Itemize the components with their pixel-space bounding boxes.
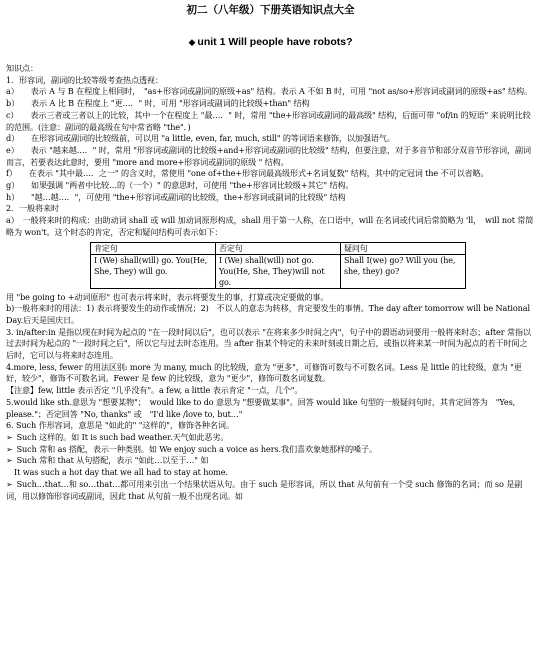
knowledge-label: 知识点： bbox=[6, 63, 38, 73]
bullet-item bbox=[6, 455, 535, 467]
paragraph-in-after: 3. in/after:in 是指以现在时间为起点的 "在一段时间以后"，也可以表示 "在将来多少时间之内"，句子中的谓语动词要用一般将来时态；after 常指以过去时间为起点的 "一段时间之后"，所以它与过去时态连用。当 after 指某个特定的未来时刻或日期之后，或指以将来某一时间为起点的若干时间之后时，它可以与将来时态连用。 bbox=[6, 326, 531, 361]
section-heading-2: 2．一般将来时 bbox=[6, 203, 60, 214]
paragraph-f: f） 在表示 "其中最…．之一" 的含义时，常使用 "one of+the+形容词最高级形式+名词复数" 结构，其中的定冠词 the 不可以省略。 bbox=[6, 168, 489, 179]
bullet-item bbox=[6, 479, 535, 502]
diamond-bullet-icon: ◆ bbox=[188, 37, 196, 47]
table-header-cell: 疑问句 bbox=[341, 242, 466, 254]
paragraph-e: e） 表示 "越来越…．" 时，常用 "形容词或副词的比较级+and+形容词或副词的比较级" 结构，但要注意，对于多音节和部分双音节形容词，副词而言，若要表达此意时，要用 "more and more+形容词或副词的原级 " 结构。 bbox=[6, 144, 531, 167]
unit-heading bbox=[6, 35, 535, 49]
bullet-text: Such 常和 as 搭配，表示一种类别。如 We enjoy such a voice as hers.我们喜欢象她那样的嗓子。 bbox=[16, 443, 377, 454]
bullet-item bbox=[6, 432, 535, 444]
paragraph-more-less: 4.more, less, fewer 的用法区别: more 为 many, much 的比较级，意为 "更多"，可修饰可数与不可数名词。Less 是 little 的比较级，意为 "更好，较少"，修饰不可数名词。Fewer 是 few 的比较级，意为 "更少"，修饰可数名词复数。 bbox=[6, 361, 522, 384]
document-title: 初二（八年级）下册英语知识点大全 bbox=[186, 4, 355, 16]
paragraph-future-a: a） 一般将来时的构成：由助动词 shall 或 will 加动词原形构成，shall 用于第一人称，在口语中，will 在名词或代词后常简略为 'll， will not 常简略为 won't。这个时态的肯定，否定和疑问结构可表示如下： bbox=[6, 215, 534, 237]
arrow-bullet-icon: ➢ bbox=[6, 444, 13, 454]
arrow-bullet-icon: ➢ bbox=[6, 456, 13, 466]
arrow-bullet-icon: ➢ bbox=[6, 479, 13, 489]
paragraph-h: h） "越…越…．"，可使用 "the+形容词或副词的比较级，the+形容词或副词的比较级" 结构 bbox=[6, 191, 346, 202]
paragraph-such: 6. Such 作形容词，意思是 "如此的" "这样的"，修饰各种名词。 bbox=[6, 420, 234, 431]
table-cell: Shall I(we) go? Will you (he, she, they) go? bbox=[341, 254, 466, 288]
sentence-form-table bbox=[90, 242, 466, 289]
table-header-row bbox=[91, 242, 466, 254]
paragraph-b: b） 表示 A 比 B 在程度上 "更…．" 时，可用 "形容词或副词的比较级+than" 结构 bbox=[6, 98, 310, 109]
bullet-text: Such 常和 that 从句搭配，表示 "如此…以至于…" 如 bbox=[16, 455, 209, 466]
paragraph-a: a） 表示 A 与 B 在程度上相同时， "as+形容词或副词的原级+as" 结构。表示 A 不如 B 时，可用 "not as/so+形容词或副词的原级+as" 结构。 bbox=[6, 86, 533, 97]
table-cell: I (We) shall(will) go. You(He, She, They) will go. bbox=[91, 254, 216, 288]
paragraph-would-like: 5.would like sth.意思为 "想要某物"； would like to do 意思为 "想要做某事"。回答 would like 句型的一般疑问句时，其肯定回答为 "Yes, please."；否定回答 "No, thanks" 或 "I'd like /love to, but…" bbox=[6, 396, 516, 419]
document-body bbox=[6, 63, 535, 502]
bullet-item bbox=[6, 444, 535, 456]
paragraph-note: 【注意】few, little 表示否定 "几乎没有"。a few, a little 表示肯定 "一点，几个"。 bbox=[6, 385, 303, 396]
arrow-bullet-icon: ➢ bbox=[6, 432, 13, 442]
paragraph-d: d） 在形容词或副词的比较级前，可以用 "a little, even, far, much, still" 的等词语来修饰，以加强语气。 bbox=[6, 133, 395, 144]
bullet-text: Such 这样的。如 It is such bad weather.天气如此恶劣。 bbox=[16, 431, 229, 442]
paragraph-g: g） 如果强调 "两者中比较…的（一个）" 的意思时，可使用 "the+形容词比较级+其它" 结构。 bbox=[6, 180, 354, 191]
bullet-text: Such…that…和 so…that…都可用来引出一个结果状语从句。由于 such 是形容词，所以 that 从句前有一个受 such 修饰的名词；而 so 是副词，用以修饰形容词或副词，因此 that 从句前一般不出现名词。如 bbox=[6, 478, 523, 501]
paragraph-c: c） 表示三者或三者以上的比较，其中一个在程度上 "最…．" 时，常用 "the+形容词或副词的最高级" 结构，后面可带 "of/in 的短语" 来说明比较的范围。(注意：副词的最高级在句中常省略 "the"．) bbox=[6, 109, 531, 132]
unit-title: unit 1 Will people have robots? bbox=[197, 36, 353, 48]
section-heading-1: 1．形容词，副词的比较等级考查热点透视： bbox=[6, 74, 163, 85]
example-sentence: It was such a hot day that we all had to stay at home. bbox=[6, 467, 228, 478]
paragraph-future-usage: b)一般将来时的用法：1) 表示将要发生的动作或情况；2) 不以人的意志为转移，肯定要发生的事情。The day after tomorrow will be National Day.后天是国庆日。 bbox=[6, 303, 530, 325]
table-header-cell: 否定句 bbox=[216, 242, 341, 254]
table-header-cell: 肯定句 bbox=[91, 242, 216, 254]
table-row bbox=[91, 254, 466, 288]
table-cell: I (We) shall(will) not go. You(He, She, They)will not go. bbox=[216, 254, 341, 288]
paragraph-be-going-to: 用 "be going to +动词原形" 也可表示将来时，表示将要发生的事，打算或决定要做的事。 bbox=[6, 291, 329, 302]
